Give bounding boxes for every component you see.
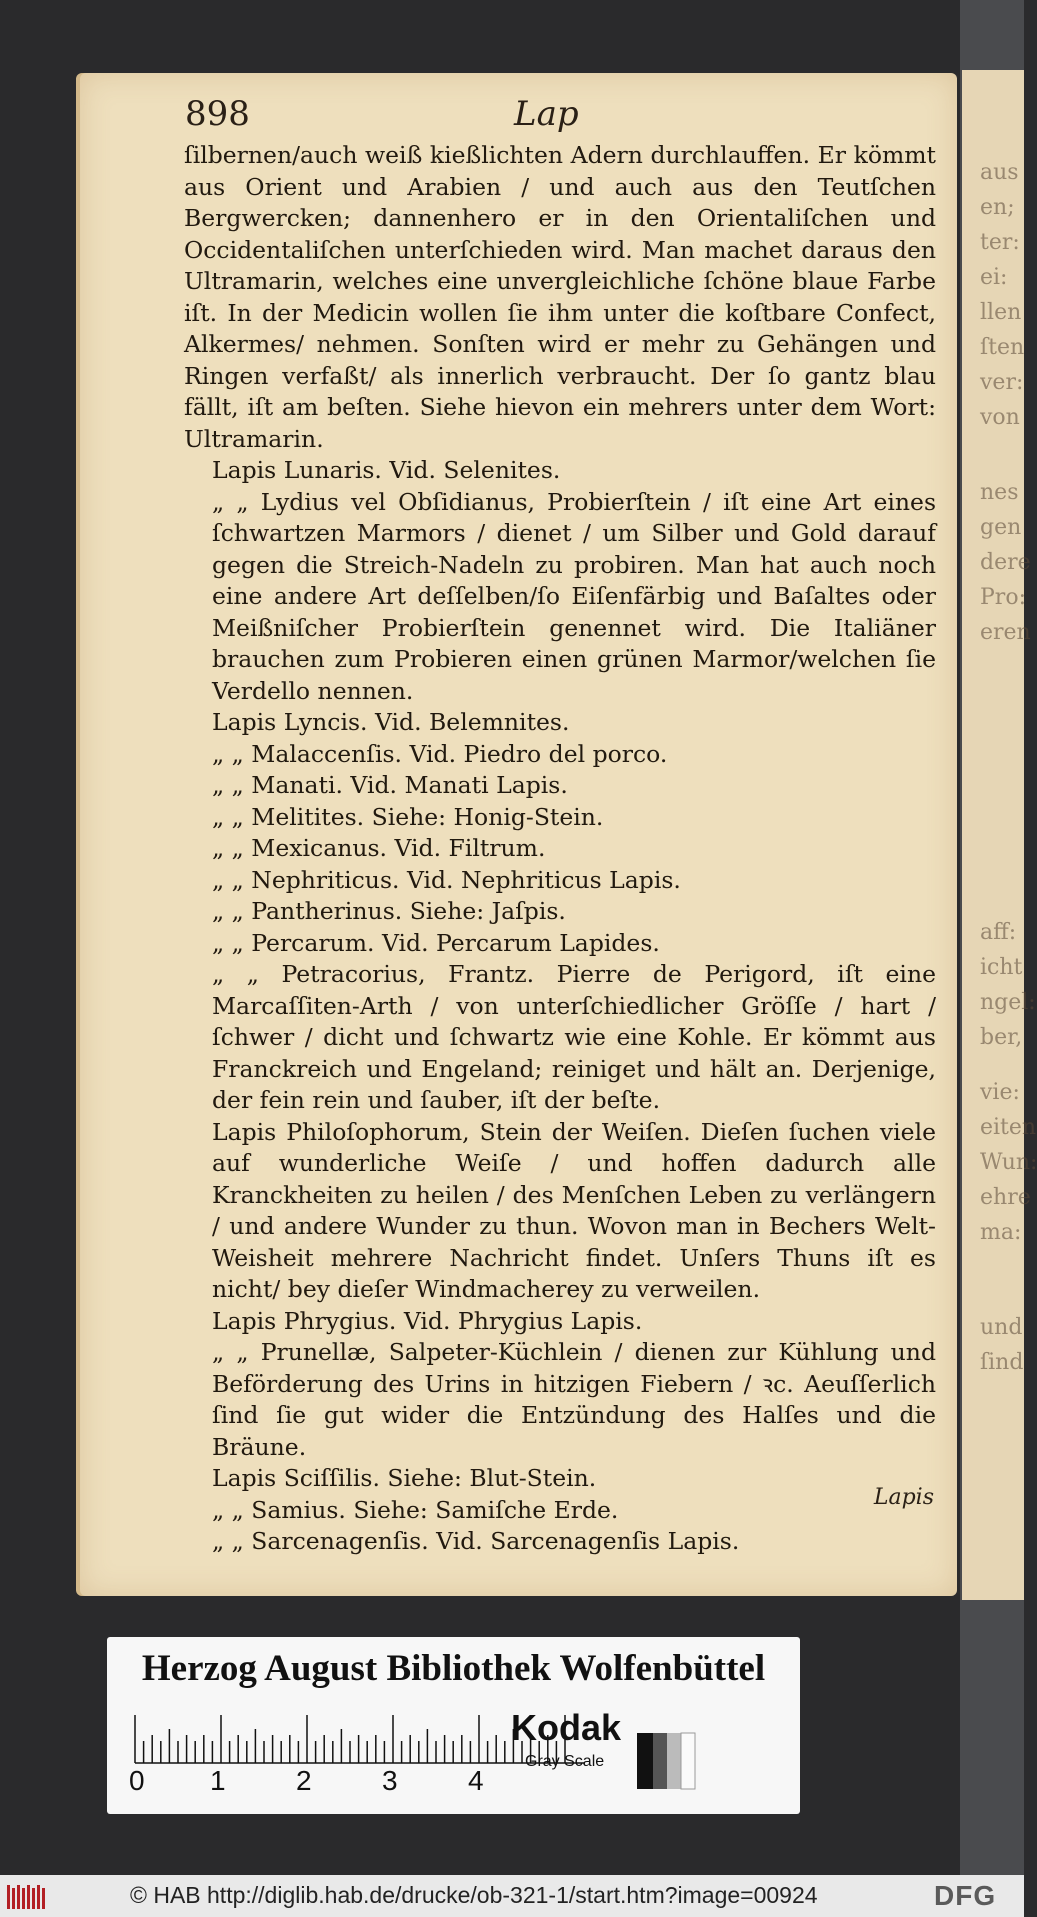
entry-sarcenagensis: „ „ Sarcenagenſis. Vid. Sarcenagenſis Lapis. [212, 1527, 740, 1555]
page-body-text [184, 140, 936, 1558]
entry-prunellae: „ „ Prunellæ, Salpeter-Küchlein / dienen zur Kühlung und Beförderung des Urins in hitzigen Fiebern / ꝛc. Aeuſſerlich ſind ſie gut wider die Entzündung des Halſes und die Bräune. [212, 1338, 936, 1461]
color-calibration-card [107, 1637, 800, 1814]
ruler-number-0: 0 [129, 1765, 145, 1796]
catchword: Lapis [873, 1485, 934, 1510]
footer-bar [0, 1875, 1024, 1917]
entry-lydius: „ „ Lydius vel Obſidianus, Probierſtein / iſt eine Art eines ſchwartzen Marmors / dienet / um Silber und Gold darauf gegen die Streich-Nadeln zu probiren. Man hat auch noch eine andere Art deſſelben/ſo Eiſenfärbig und Baſaltes oder Meißniſcher Probierſtein genennet wird. Die Italiäner brauchen zum Probieren einen grünen Marmor/welchen ſie Verdello nennen. [212, 487, 936, 705]
running-head: Lap [514, 94, 579, 134]
hab-logo-icon [6, 1883, 48, 1911]
gray-scale-swatch [637, 1733, 695, 1789]
entry-lapis-philosophorum: Lapis Philoſophorum, Stein der Weiſen. Dieſen ſuchen viele auf wunderliche Weiſe / und hoffen dadurch alle Kranckheiten zu heilen / des Menſchen Leben zu verlängern / und andere Wunder zu thun. Wovon man in Bechers Welt-Weisheit mehrere Nachricht findet. Unſers Thuns iſt es nicht/ bey dieſer Windmacherey zu verweilen. [212, 1117, 936, 1303]
page-number: 898 [185, 94, 250, 134]
entry-lapis-lyncis: Lapis Lyncis. Vid. Belemnites. [212, 708, 570, 736]
entry-mexicanus: „ „ Mexicanus. Vid. Filtrum. [212, 834, 546, 862]
ruler-number-4: 4 [468, 1765, 484, 1796]
entry-petracorius: „ „ Petracorius, Frantz. Pierre de Perigord, iſt eine Marcaſſiten-Arth / von unterſchiedlicher Gröſſe / hart / ſchwer / dicht und ſchwartz wie eine Kohle. Er kömmt aus Franckreich und Engeland; reiniget und hält an. Derjenige, der fein rein und ſauber, iſt der beſte. [212, 960, 936, 1114]
ruler-number-3: 3 [382, 1765, 398, 1796]
paragraph-continuation: ſilbernen/auch weiß kießlichten Adern durchlauffen. Er kömmt aus Orient und Arabien / und auch aus den Teutſchen Bergwercken; dannenhero er in den Orientaliſchen und Occidentaliſchen unterſchieden wird. Man machet daraus den Ultramarin, welches eine unvergleichliche ſchöne blaue Farbe iſt. In der Medicin wollen ſie ihm unter die koſtbare Confect, Alkermes/ nehmen. Sonſten wird er mehr zu Gehängen und Ringen verfaßt/ als innerlich verbraucht. Der ſo gantz blau fällt, iſt am beſten. Siehe hievon ein mehrers unter dem Wort: Ultramarin. [184, 141, 936, 453]
entry-malaccensis: „ „ Malaccenſis. Vid. Piedro del porco. [212, 739, 668, 768]
entry-lapis-scissilis: Lapis Sciſſilis. Siehe: Blut-Stein. [212, 1464, 597, 1492]
ruler-number-2: 2 [296, 1765, 312, 1796]
adjacent-page-edge: aus en; ter: ei: llen ſten ver: von nes gen dere Pro: eren aff: icht ngel: ber, vie: eiten Wun: ehre ma: und ſind [962, 70, 1024, 1600]
entry-nephriticus: „ „ Nephriticus. Vid. Nephriticus Lapis. [212, 865, 681, 894]
entry-pantherinus: „ „ Pantherinus. Siehe: Jaſpis. [212, 897, 566, 925]
entry-percarum: „ „ Percarum. Vid. Percarum Lapides. [212, 928, 660, 957]
entry-manati: „ „ Manati. Vid. Manati Lapis. [212, 771, 568, 799]
institution-name: Herzog August Bibliothek Wolfenbüttel [141, 1648, 766, 1689]
gray-scale-label: Gray Scale [525, 1753, 605, 1770]
entry-melitites: „ „ Melitites. Siehe: Honig-Stein. [212, 802, 604, 831]
ruler-numbers [129, 1765, 589, 1801]
entry-samius: „ „ Samius. Siehe: Samiſche Erde. [212, 1495, 619, 1524]
ruler-number-1: 1 [210, 1765, 226, 1796]
entry-lapis-lunaris: Lapis Lunaris. Vid. Selenites. [212, 456, 561, 484]
kodak-logo: Kodak [511, 1707, 622, 1748]
entry-lapis-phrygius: Lapis Phrygius. Vid. Phrygius Lapis. [212, 1306, 643, 1335]
dfg-logo: DFG [934, 1880, 997, 1911]
copyright-url[interactable]: © HAB http://diglib.hab.de/drucke/ob-321-1/start.htm?image=00924 [130, 1882, 818, 1908]
